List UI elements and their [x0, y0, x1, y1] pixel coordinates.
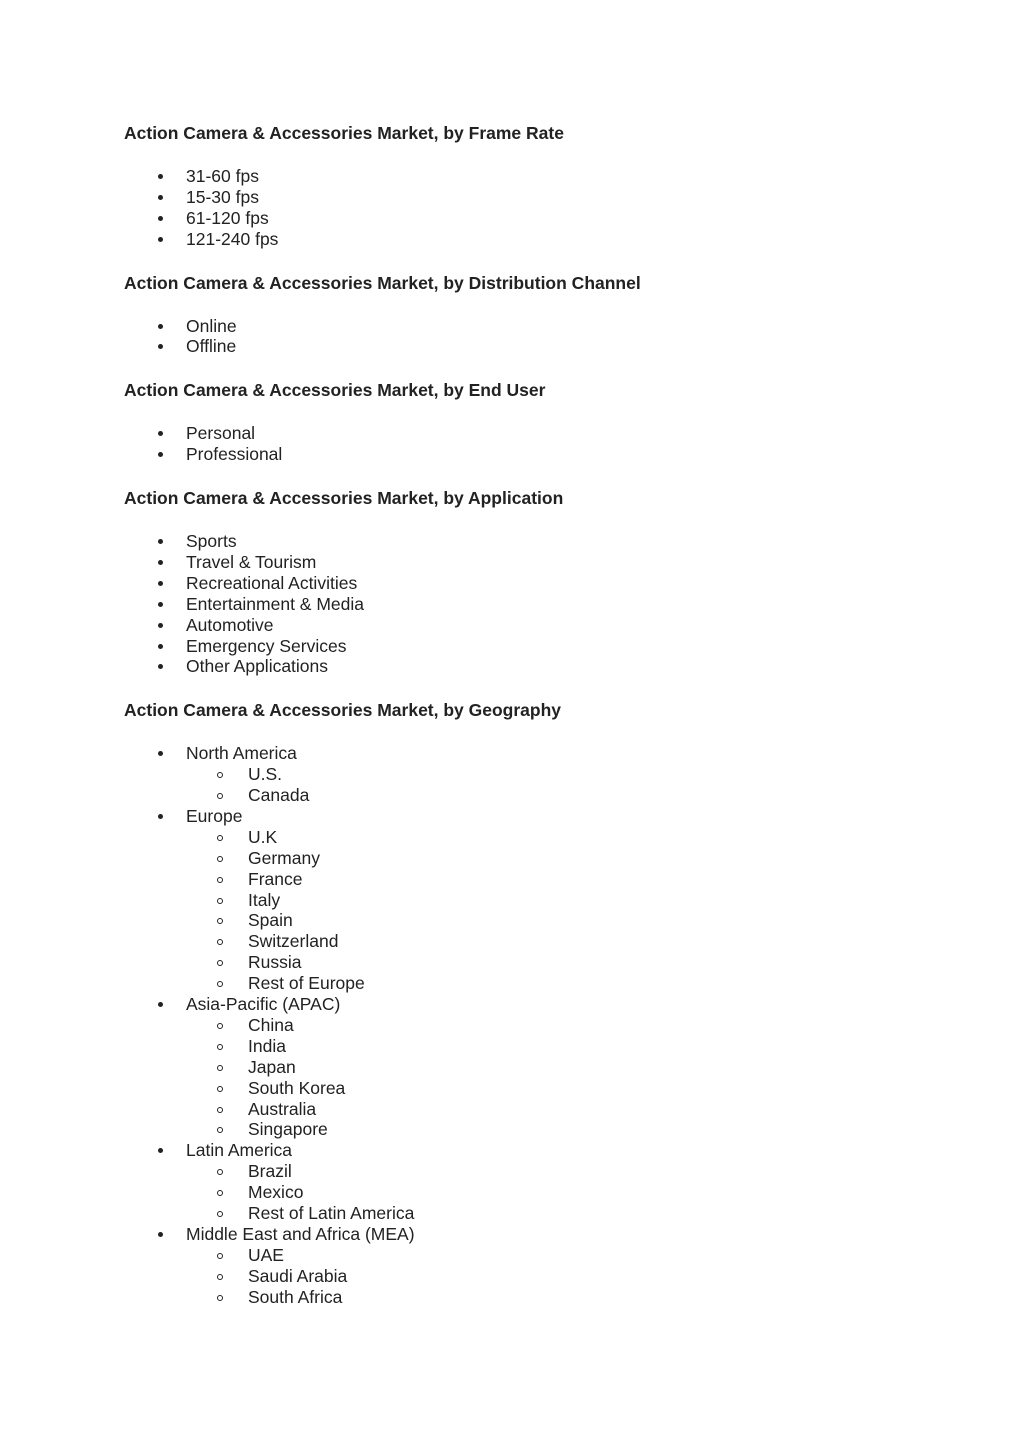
list-item	[124, 743, 984, 764]
list-item	[124, 444, 984, 465]
bullet-icon	[158, 623, 163, 628]
list-item	[124, 229, 984, 250]
sub-list-item	[124, 1119, 984, 1140]
bullet-icon	[158, 602, 163, 607]
sub-list-item	[124, 1161, 984, 1182]
bullet-icon	[158, 581, 163, 586]
list-item-label: Sports	[186, 531, 237, 552]
list-item	[124, 166, 984, 187]
circle-bullet-icon	[217, 1169, 223, 1175]
circle-bullet-icon	[217, 793, 223, 799]
bullet-icon	[158, 664, 163, 669]
circle-bullet-icon	[217, 1107, 223, 1113]
bullet-icon	[158, 216, 163, 221]
bullet-icon	[158, 237, 163, 242]
sub-list-item	[124, 848, 984, 869]
sub-list-item	[124, 910, 984, 931]
list-item	[124, 316, 984, 337]
list-item	[124, 187, 984, 208]
circle-bullet-icon	[217, 877, 223, 883]
list-item-label: Professional	[186, 444, 283, 465]
sub-list-item-label: Rest of Latin America	[248, 1202, 415, 1223]
bullet-icon	[158, 1002, 163, 1007]
sub-list-item-label: Spain	[248, 910, 293, 931]
circle-bullet-icon	[217, 1190, 223, 1196]
sub-list-item	[124, 785, 984, 806]
circle-bullet-icon	[217, 1295, 223, 1301]
list-item	[124, 615, 984, 636]
section-heading: Action Camera & Accessories Market, by End User	[124, 380, 546, 401]
list-item-label: Middle East and Africa (MEA)	[186, 1223, 415, 1244]
sub-list-item	[124, 827, 984, 848]
bullet-icon	[158, 1148, 163, 1153]
bullet-icon	[158, 1232, 163, 1237]
section-heading: Action Camera & Accessories Market, by Geography	[124, 700, 562, 721]
sub-list-item-label: South Africa	[248, 1286, 343, 1307]
sub-list-item-label: U.K	[248, 826, 278, 847]
sub-list-item-label: Saudi Arabia	[248, 1265, 348, 1286]
list-item-label: Automotive	[186, 614, 274, 635]
section-heading: Action Camera & Accessories Market, by Application	[124, 488, 564, 509]
sub-list-item	[124, 1099, 984, 1120]
circle-bullet-icon	[217, 772, 223, 778]
list-item	[124, 208, 984, 229]
bullet-icon	[158, 644, 163, 649]
list-item	[124, 531, 984, 552]
list-item	[124, 636, 984, 657]
circle-bullet-icon	[217, 1086, 223, 1092]
circle-bullet-icon	[217, 1211, 223, 1217]
sub-list-item-label: India	[248, 1035, 286, 1056]
sub-list-item-label: Germany	[248, 847, 320, 868]
list-item	[124, 806, 984, 827]
sub-list-item-label: Australia	[248, 1098, 317, 1119]
sub-list-item	[124, 890, 984, 911]
list-item-label: Asia-Pacific (APAC)	[186, 994, 341, 1015]
sub-list-item	[124, 764, 984, 785]
section-heading: Action Camera & Accessories Market, by Frame Rate	[124, 123, 564, 143]
bullet-list	[124, 316, 984, 358]
sub-list-item-label: UAE	[248, 1244, 284, 1265]
sub-list-item	[124, 931, 984, 952]
circle-bullet-icon	[217, 1044, 223, 1050]
list-item-label: Online	[186, 315, 237, 336]
bullet-icon	[158, 751, 163, 756]
spacer	[124, 402, 984, 423]
sub-list-item-label: Brazil	[248, 1161, 292, 1182]
circle-bullet-icon	[217, 960, 223, 966]
bullet-list	[124, 166, 984, 250]
list-item	[124, 656, 984, 677]
spacer	[124, 250, 984, 271]
circle-bullet-icon	[217, 1065, 223, 1071]
bullet-icon	[158, 814, 163, 819]
list-item-label: 121-240 fps	[186, 228, 279, 249]
list-item-label: 31-60 fps	[186, 166, 259, 186]
list-item-label: Entertainment & Media	[186, 593, 365, 614]
circle-bullet-icon	[217, 939, 223, 945]
spacer	[124, 510, 984, 531]
sub-list-item-label: China	[248, 1014, 294, 1035]
circle-bullet-icon	[217, 1127, 223, 1133]
list-item-label: Personal	[186, 423, 256, 444]
spacer	[124, 357, 984, 378]
list-item-label: 15-30 fps	[186, 186, 259, 207]
sub-list-item	[124, 1203, 984, 1224]
list-item	[124, 552, 984, 573]
sub-list-item	[124, 1266, 984, 1287]
list-item	[124, 1140, 984, 1161]
sub-list-item	[124, 1182, 984, 1203]
spacer	[124, 722, 984, 743]
bullet-icon	[158, 344, 163, 349]
list-item	[124, 336, 984, 357]
bullet-icon	[158, 452, 163, 457]
circle-bullet-icon	[217, 1274, 223, 1280]
list-item-label: Travel & Tourism	[186, 552, 317, 573]
list-item-label: Emergency Services	[186, 635, 347, 656]
sub-list-item	[124, 1245, 984, 1266]
list-item-label: Other Applications	[186, 656, 329, 677]
bullet-icon	[158, 539, 163, 544]
section-heading: Action Camera & Accessories Market, by Distribution Channel	[124, 272, 641, 293]
spacer	[124, 145, 984, 166]
sub-list-item-label: Singapore	[248, 1119, 328, 1140]
sub-list-item-label: South Korea	[248, 1077, 346, 1098]
list-item	[124, 594, 984, 615]
list-item-label: Recreational Activities	[186, 572, 358, 593]
list-item	[124, 423, 984, 444]
circle-bullet-icon	[217, 918, 223, 924]
sub-list-item	[124, 869, 984, 890]
circle-bullet-icon	[217, 835, 223, 841]
list-item-label: 61-120 fps	[186, 207, 269, 228]
circle-bullet-icon	[217, 1253, 223, 1259]
sub-list-item-label: Switzerland	[248, 931, 339, 952]
list-item-label: North America	[186, 743, 297, 764]
bullet-list	[124, 531, 984, 677]
sub-list-item-label: Mexico	[248, 1182, 304, 1203]
sub-list-item	[124, 1036, 984, 1057]
list-item	[124, 573, 984, 594]
bullet-icon	[158, 174, 163, 179]
spacer	[124, 465, 984, 486]
sub-list-item-label: Japan	[248, 1056, 296, 1077]
list-item	[124, 1224, 984, 1245]
sub-list-item-label: Rest of Europe	[248, 973, 365, 994]
circle-bullet-icon	[217, 981, 223, 987]
sub-list-item	[124, 1015, 984, 1036]
sub-list-item-label: U.S.	[248, 764, 283, 785]
circle-bullet-icon	[217, 856, 223, 862]
list-item	[124, 994, 984, 1015]
sub-list-item	[124, 1078, 984, 1099]
list-item-label: Europe	[186, 806, 243, 827]
bullet-icon	[158, 195, 163, 200]
spacer	[124, 295, 984, 316]
bullet-list	[124, 423, 984, 465]
circle-bullet-icon	[217, 898, 223, 904]
bullet-icon	[158, 560, 163, 565]
sub-list-item-label: Canada	[248, 785, 310, 806]
sub-list-item-label: France	[248, 868, 303, 889]
sub-list-item	[124, 973, 984, 994]
bullet-icon	[158, 431, 163, 436]
bullet-list	[124, 743, 984, 1307]
sub-list-item	[124, 1057, 984, 1078]
spacer	[124, 677, 984, 698]
circle-bullet-icon	[217, 1023, 223, 1029]
list-item-label: Offline	[186, 336, 237, 357]
sub-list-item	[124, 1287, 984, 1308]
sub-list-item	[124, 952, 984, 973]
sub-list-item-label: Italy	[248, 889, 281, 910]
sub-list-item-label: Russia	[248, 952, 302, 973]
list-item-label: Latin America	[186, 1140, 293, 1161]
document-page	[124, 121, 984, 1307]
bullet-icon	[158, 324, 163, 329]
